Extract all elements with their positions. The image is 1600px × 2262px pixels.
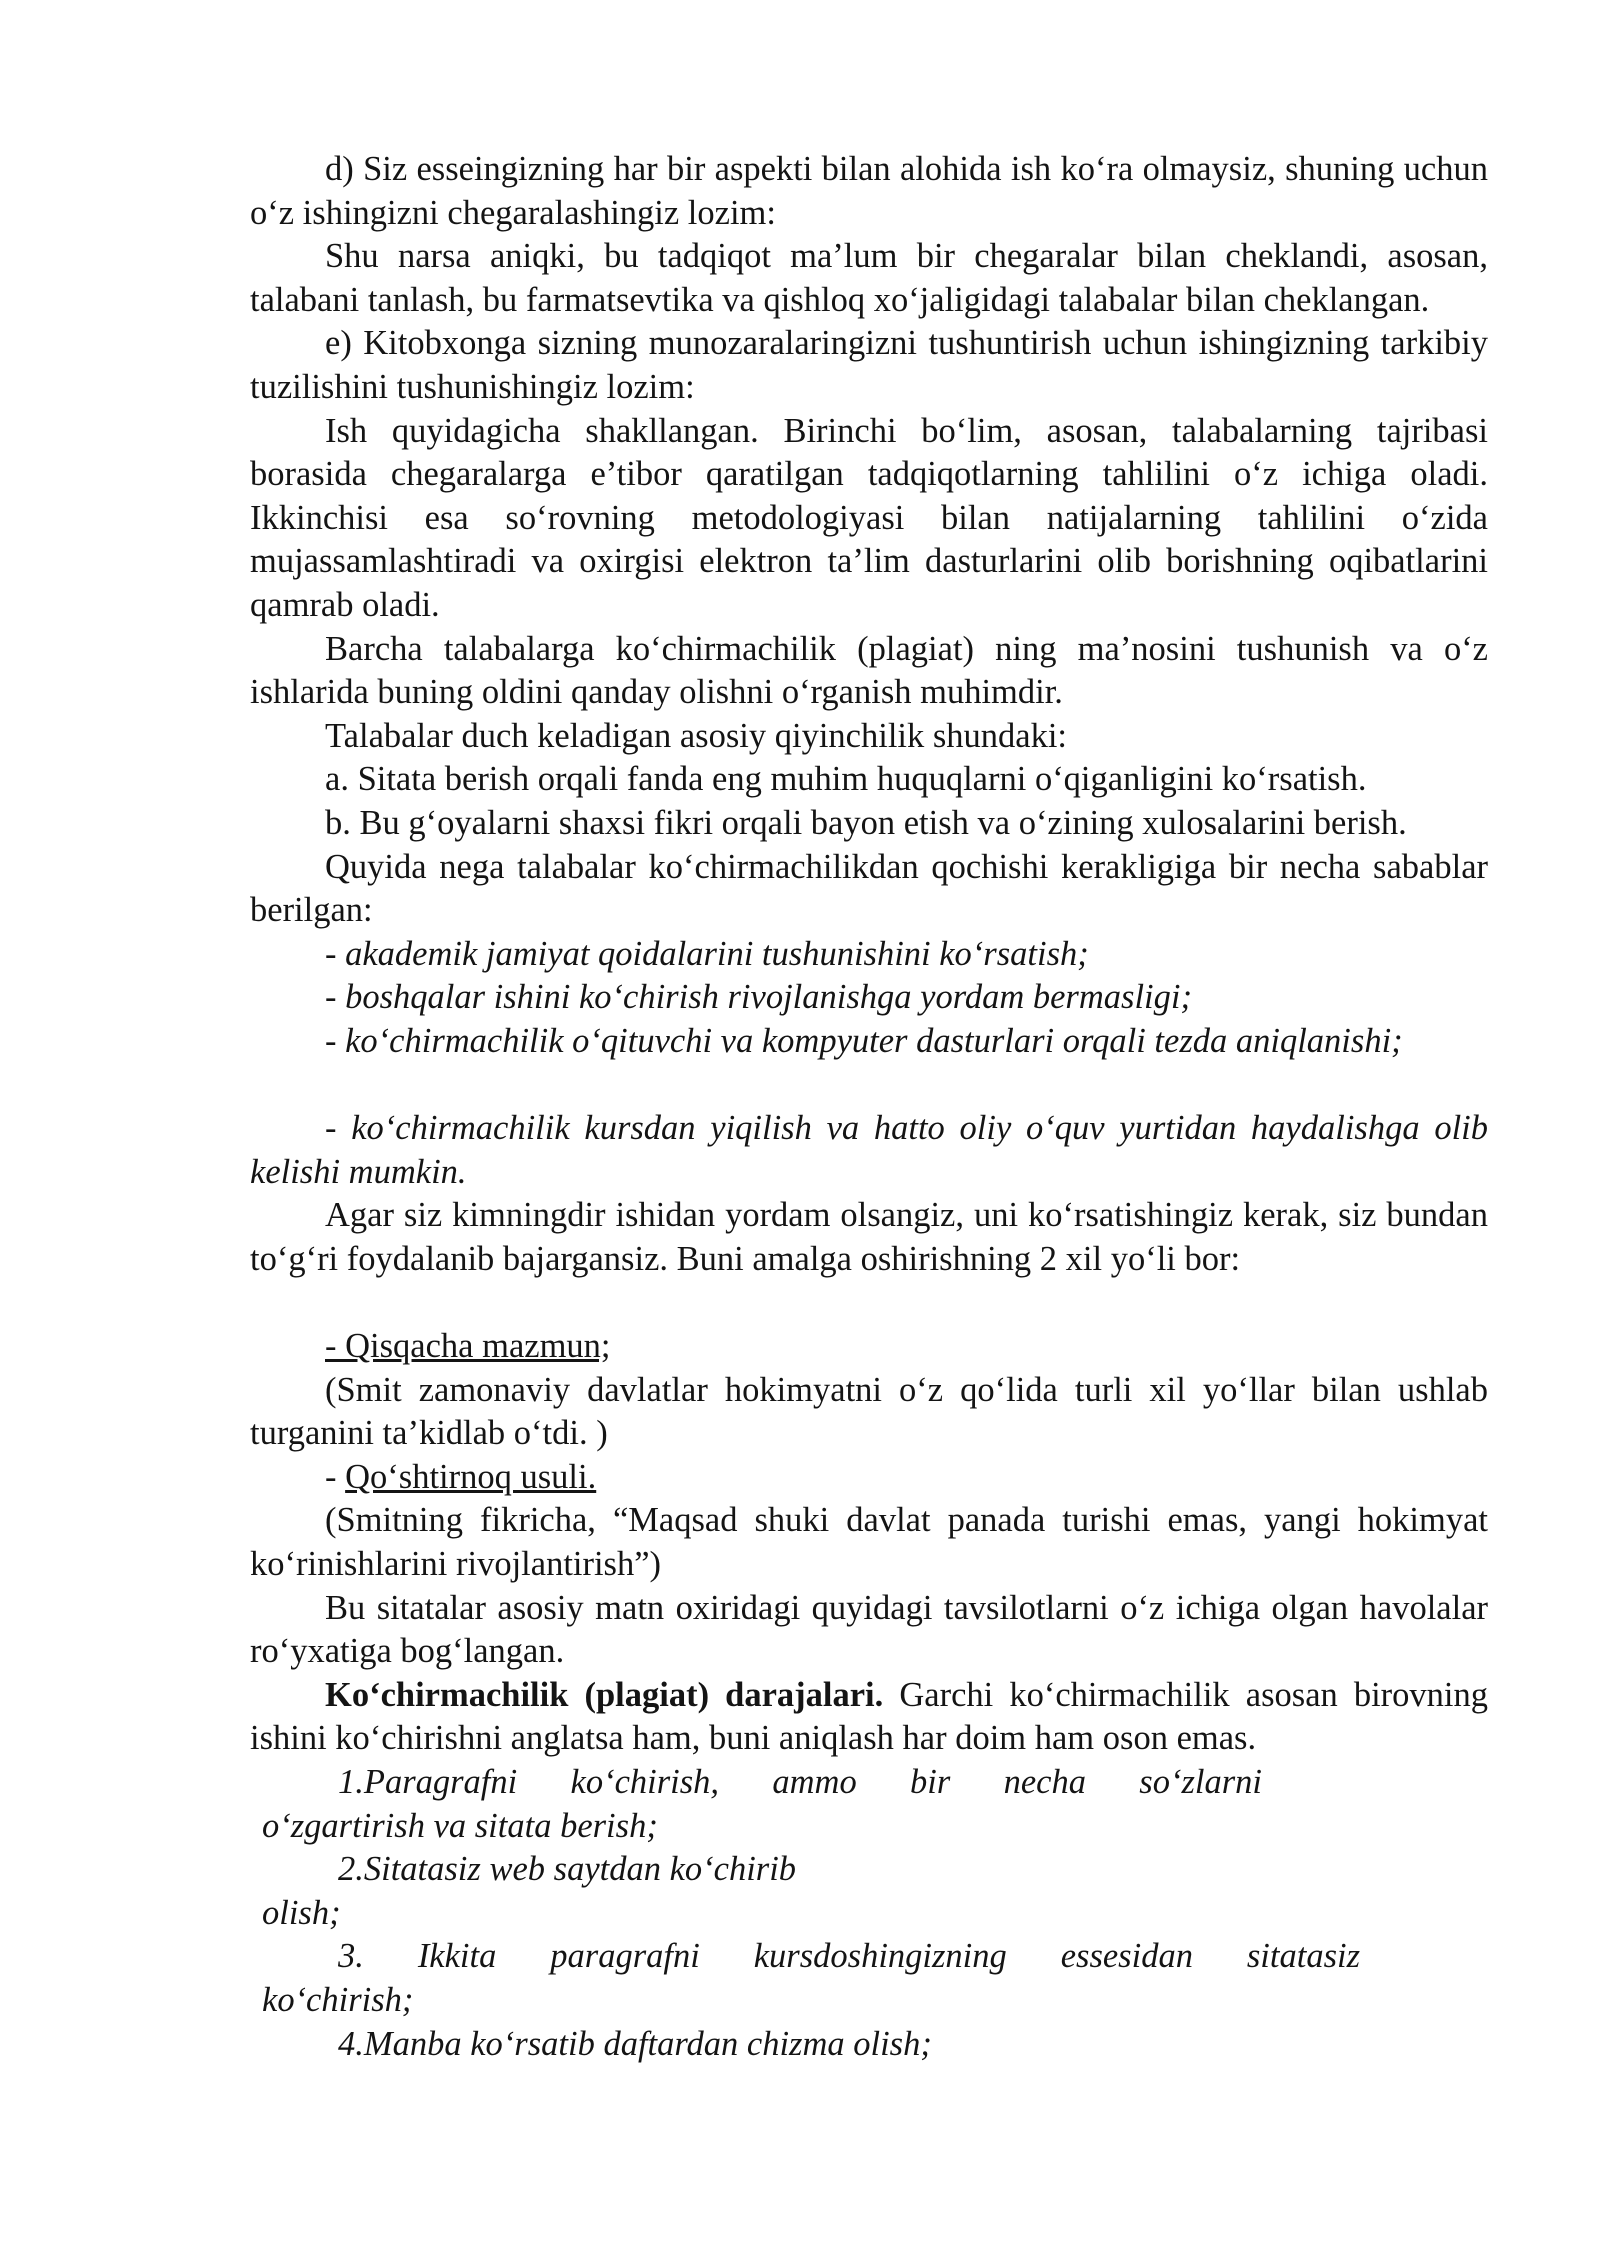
paragraph-e: e) Kitobxonga sizning munozaralaringizni tushuntirish uchun ishingizning tarkibiy tuzilishini tushunishingiz lozim: (250, 324, 1488, 406)
blank-line (250, 1281, 1488, 1325)
paragraph-limits: Shu narsa aniqki, bu tadqiqot ma’lum bir chegaralar bilan cheklandi, asosan, talabani tanlash, bu farmatsevtika va qishloq xo‘jaligidagi talabalar bilan cheklangan. (250, 237, 1488, 319)
level-item-2-line2: olish; (262, 1893, 341, 1932)
paragraph-references: Bu sitatalar asosiy matn oxiridagi quyidagi tavsilotlarni o‘z ichiga olgan havolalar ro‘yxatiga bog‘langan. (250, 1588, 1488, 1671)
levels-intro-text: Garchi ko‘chirmachilik asosan birovning ishini ko‘chirishni anglatsa ham, buni aniqlash har doim ham oson emas. (250, 1675, 1489, 1758)
paragraph-plagiarism-intro: Barcha talabalarga ko‘chirmachilik (plagiat) ning ma’nosini tushunish va o‘z ishlarida buning oldini qanday olishni o‘rganish muhimdir. (250, 629, 1488, 712)
level-item-4 (250, 2023, 1488, 2067)
paragraph-citation-methods: Agar siz kimningdir ishidan yordam olsangiz, uni ko‘rsatishingiz kerak, siz bundan to‘g‘ri foydalanib bajargansiz. Buni amalga oshirishning 2 xil yo‘li bor: (250, 1196, 1488, 1278)
level-item-3-line2: ko‘chirish; (262, 1980, 414, 2019)
reason-item-3: - ko‘chirmachilik o‘qituvchi va kompyuter dasturlari orqali tezda aniqlanishi; (325, 1021, 1403, 1060)
method-summary-label: - Qisqacha mazmun; (325, 1327, 611, 1366)
level-item-2 (250, 1848, 1488, 1935)
levels-heading: Ko‘chirmachilik (plagiat) darajalari. (325, 1675, 884, 1714)
list-item-b: b. Bu g‘oyalarni shaxsi fikri orqali bayon etish va o‘zining xulosalarini berish. (325, 803, 1407, 842)
paragraph-difficulty: Talabalar duch keladigan asosiy qiyinchilik shundaki: (325, 716, 1068, 755)
paragraph-quote-example: (Smitning fikricha, “Maqsad shuki davlat panada turishi emas, yangi hokimyat ko‘rinishlarini rivojlantirish”) (250, 1501, 1488, 1583)
paragraph-d: d) Siz esseingizning har bir aspekti bilan alohida ish ko‘ra olmaysiz, shuning uchun o‘z ishingizni chegaralashingiz lozim: (250, 150, 1488, 232)
level-item-4-line1: 4.Manba ko‘rsatib daftardan chizma olish; (338, 2024, 932, 2063)
method-quote-label: Qo‘shtirnoq usuli. (345, 1457, 597, 1496)
method-quote-dash: - (325, 1457, 346, 1496)
paragraph-plagiarism-levels (250, 1674, 1488, 1761)
method-summary-heading (250, 1325, 1488, 1369)
level-item-1-line2: o‘zgartirish va sitata berish; (262, 1806, 658, 1845)
level-item-2-line1: 2.Sitatasiz web saytdan ko‘chirib (338, 1850, 797, 1889)
method-quote-heading (250, 1456, 1488, 1500)
paragraph-structure: Ish quyidagicha shakllangan. Birinchi bo‘lim, asosan, talabalarning tajribasi borasida chegaralarga e’tibor qaratilgan tadqiqotlarning tahlilini o‘z ichiga oladi. Ikkinchisi esa so‘rovning metodologiyasi bilan natijalarning tahlilini o‘zida mujassamlashtiradi va oxirgisi elektron ta’lim dasturlarini olib borishning oqibatlarini qamrab oladi. (250, 411, 1488, 624)
reason-item-1: - akademik jamiyat qoidalarini tushunishini ko‘rsatish; (325, 934, 1089, 973)
reason-item-4: - ko‘chirmachilik kursdan yiqilish va hatto oliy o‘quv yurtidan haydalishga olib kelishi mumkin. (250, 1109, 1488, 1191)
list-item-a: a. Sitata berish orqali fanda eng muhim huquqlarni o‘qiganligini ko‘rsatish. (325, 760, 1367, 799)
blank-line (250, 1063, 1488, 1107)
paragraph-reasons: Quyida nega talabalar ko‘chirmachilikdan qochishi kerakligiga bir necha sabablar berilgan: (250, 847, 1488, 930)
paragraph-summary-example: (Smit zamonaviy davlatlar hokimyatni o‘z qo‘lida turli xil yo‘llar bilan ushlab turganini ta’kidlab o‘tdi. ) (250, 1370, 1488, 1453)
level-item-1-line1: 1.Paragrafni ko‘chirish, ammo bir necha so‘zlarni (338, 1762, 1262, 1801)
level-item-3 (250, 1935, 1360, 2022)
reason-item-2: - boshqalar ishini ko‘chirish rivojlanishga yordam bermasligi; (325, 978, 1192, 1017)
level-item-1 (250, 1761, 1262, 1848)
level-item-3-line1: 3. Ikkita paragrafni kursdoshingizning essesidan sitatasiz (338, 1937, 1360, 1976)
